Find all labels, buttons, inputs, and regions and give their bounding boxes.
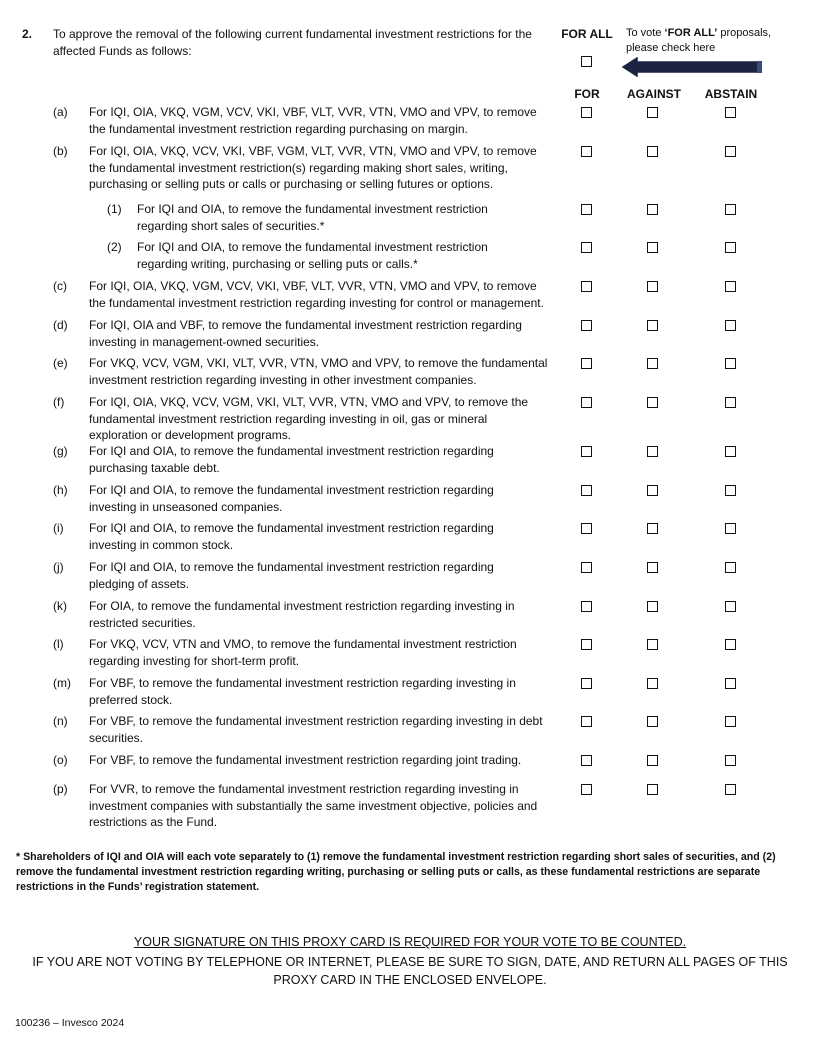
item-text: For IQI, OIA, VKQ, VCV, VKI, VBF, VGM, VLT, VVR, VTN, VMO and VPV, to remove the fundamental investment restriction(s) regarding making short sales, writing, purchasing or selling puts or calls or purchasing or selling futures or options. — [89, 144, 537, 191]
against-checkbox[interactable] — [647, 716, 658, 727]
item-label: (i) — [53, 521, 64, 535]
against-checkbox[interactable] — [647, 562, 658, 573]
item-label: (k) — [53, 599, 67, 613]
against-checkbox[interactable] — [647, 281, 658, 292]
for-checkbox[interactable] — [581, 446, 592, 457]
abstain-checkbox[interactable] — [725, 755, 736, 766]
for-checkbox[interactable] — [581, 320, 592, 331]
sub-item-text: For IQI and OIA, to remove the fundamental investment restriction regarding writing, purchasing or selling puts or calls.* — [137, 240, 488, 271]
for-all-note-prefix: To vote — [626, 27, 665, 39]
item-label: (j) — [53, 560, 64, 574]
against-checkbox[interactable] — [647, 358, 658, 369]
abstain-checkbox[interactable] — [725, 678, 736, 689]
footnote: * Shareholders of IQI and OIA will each vote separately to (1) remove the fundamental investment restriction regarding short sales of securities, and (2) remove the fundamental investment restriction regarding writing, purchasing or selling puts or calls, as these fundamental restrictions are separate restrictions in the Funds’ registration statement. — [16, 851, 776, 893]
item-text: For VBF, to remove the fundamental investment restriction regarding investing in debt securities. — [89, 714, 543, 745]
for-checkbox[interactable] — [581, 562, 592, 573]
against-checkbox[interactable] — [647, 446, 658, 457]
item-label: (m) — [53, 676, 71, 690]
item-text: For IQI, OIA and VBF, to remove the fundamental investment restriction regarding investing in management-owned securities. — [89, 318, 522, 349]
abstain-checkbox[interactable] — [725, 358, 736, 369]
column-abstain: ABSTAIN — [704, 87, 758, 101]
for-checkbox[interactable] — [581, 281, 592, 292]
abstain-checkbox[interactable] — [725, 562, 736, 573]
proposal-number: 2. — [22, 27, 33, 41]
item-label: (f) — [53, 395, 65, 409]
abstain-checkbox[interactable] — [725, 320, 736, 331]
abstain-checkbox[interactable] — [725, 716, 736, 727]
against-checkbox[interactable] — [647, 755, 658, 766]
against-checkbox[interactable] — [647, 601, 658, 612]
for-checkbox[interactable] — [581, 601, 592, 612]
item-text: For IQI and OIA, to remove the fundamental investment restriction regarding pledging of assets. — [89, 560, 494, 591]
abstain-checkbox[interactable] — [725, 397, 736, 408]
for-checkbox[interactable] — [581, 107, 592, 118]
against-checkbox[interactable] — [647, 320, 658, 331]
abstain-checkbox[interactable] — [725, 446, 736, 457]
abstain-checkbox[interactable] — [725, 204, 736, 215]
against-checkbox[interactable] — [647, 242, 658, 253]
item-label: (l) — [53, 637, 64, 651]
for-all-note-suffix: proposals, please check here — [626, 27, 772, 54]
for-all-checkbox[interactable] — [581, 56, 592, 67]
item-text: For VBF, to remove the fundamental investment restriction regarding joint trading. — [89, 753, 522, 767]
left-arrow-icon — [622, 57, 763, 77]
sub-item-label: (2) — [107, 240, 122, 254]
item-text: For IQI and OIA, to remove the fundamental investment restriction regarding investing in unseasoned companies. — [89, 483, 494, 514]
against-checkbox[interactable] — [647, 485, 658, 496]
for-checkbox[interactable] — [581, 397, 592, 408]
against-checkbox[interactable] — [647, 639, 658, 650]
sub-item-text: For IQI and OIA, to remove the fundamental investment restriction regarding short sales of securities.* — [137, 202, 488, 233]
for-checkbox[interactable] — [581, 358, 592, 369]
proposal-text: To approve the removal of the following current fundamental investment restrictions for the affected Funds as follows: — [53, 27, 532, 58]
against-checkbox[interactable] — [647, 678, 658, 689]
item-text: For VKQ, VCV, VGM, VKI, VLT, VVR, VTN, VMO and VPV, to remove the fundamental investment restriction regarding investing in other investment companies. — [89, 356, 548, 387]
item-label: (o) — [53, 753, 68, 767]
against-checkbox[interactable] — [647, 784, 658, 795]
item-text: For IQI and OIA, to remove the fundamental investment restriction regarding investing in common stock. — [89, 521, 494, 552]
for-checkbox[interactable] — [581, 485, 592, 496]
item-text: For VKQ, VCV, VTN and VMO, to remove the fundamental investment restriction regarding investing for short-term profit. — [89, 637, 517, 668]
for-all-label: FOR ALL — [561, 27, 613, 41]
for-checkbox[interactable] — [581, 678, 592, 689]
item-label: (n) — [53, 714, 68, 728]
item-label: (b) — [53, 144, 68, 158]
abstain-checkbox[interactable] — [725, 485, 736, 496]
for-checkbox[interactable] — [581, 242, 592, 253]
for-checkbox[interactable] — [581, 523, 592, 534]
for-checkbox[interactable] — [581, 784, 592, 795]
abstain-checkbox[interactable] — [725, 601, 736, 612]
return-notice: IF YOU ARE NOT VOTING BY TELEPHONE OR INTERNET, PLEASE BE SURE TO SIGN, DATE, AND RETURN ALL PAGES OF THIS PROXY CARD IN THE ENCLOSED ENVELOPE. — [32, 955, 788, 987]
against-checkbox[interactable] — [647, 146, 658, 157]
item-label: (d) — [53, 318, 68, 332]
for-checkbox[interactable] — [581, 146, 592, 157]
abstain-checkbox[interactable] — [725, 146, 736, 157]
against-checkbox[interactable] — [647, 107, 658, 118]
item-text: For VBF, to remove the fundamental investment restriction regarding investing in preferred stock. — [89, 676, 516, 707]
item-text: For VVR, to remove the fundamental investment restriction regarding investing in investment companies with substantially the same investment objective, policies and restrictions as the Fund. — [89, 782, 538, 829]
column-against: AGAINST — [627, 87, 681, 101]
page-code: 100236 – Invesco 2024 — [15, 1017, 125, 1029]
for-checkbox[interactable] — [581, 204, 592, 215]
abstain-checkbox[interactable] — [725, 281, 736, 292]
abstain-checkbox[interactable] — [725, 784, 736, 795]
abstain-checkbox[interactable] — [725, 523, 736, 534]
abstain-checkbox[interactable] — [725, 639, 736, 650]
signature-notice: YOUR SIGNATURE ON THIS PROXY CARD IS REQUIRED FOR YOUR VOTE TO BE COUNTED. — [133, 935, 687, 949]
for-checkbox[interactable] — [581, 716, 592, 727]
item-label: (c) — [53, 279, 67, 293]
for-checkbox[interactable] — [581, 639, 592, 650]
item-label: (g) — [53, 444, 68, 458]
item-text: For IQI, OIA, VKQ, VGM, VCV, VKI, VBF, VLT, VVR, VTN, VMO and VPV, to remove the fundamental investment restriction regarding investing for control or management. — [89, 279, 544, 310]
abstain-checkbox[interactable] — [725, 107, 736, 118]
against-checkbox[interactable] — [647, 523, 658, 534]
column-for: FOR — [574, 87, 600, 101]
item-label: (a) — [53, 105, 68, 119]
item-text: For OIA, to remove the fundamental investment restriction regarding investing in restricted securities. — [89, 599, 515, 630]
for-all-note-bold: ‘FOR ALL’ — [664, 27, 718, 39]
item-label: (h) — [53, 483, 68, 497]
sub-item-label: (1) — [107, 202, 122, 216]
against-checkbox[interactable] — [647, 204, 658, 215]
abstain-checkbox[interactable] — [725, 242, 736, 253]
against-checkbox[interactable] — [647, 397, 658, 408]
item-text: For IQI, OIA, VKQ, VGM, VCV, VKI, VBF, VLT, VVR, VTN, VMO and VPV, to remove the fundamental investment restriction regarding purchasing on margin. — [89, 105, 537, 136]
item-label: (e) — [53, 356, 68, 370]
item-label: (p) — [53, 782, 68, 796]
for-all-note — [626, 26, 786, 56]
item-text: For IQI, OIA, VKQ, VCV, VGM, VKI, VLT, VVR, VTN, VMO and VPV, to remove the fundamental investment restriction regarding investing in oil, gas or mineral exploration or development programs. — [89, 395, 529, 442]
for-checkbox[interactable] — [581, 755, 592, 766]
item-text: For IQI and OIA, to remove the fundamental investment restriction regarding purchasing taxable debt. — [89, 444, 494, 475]
